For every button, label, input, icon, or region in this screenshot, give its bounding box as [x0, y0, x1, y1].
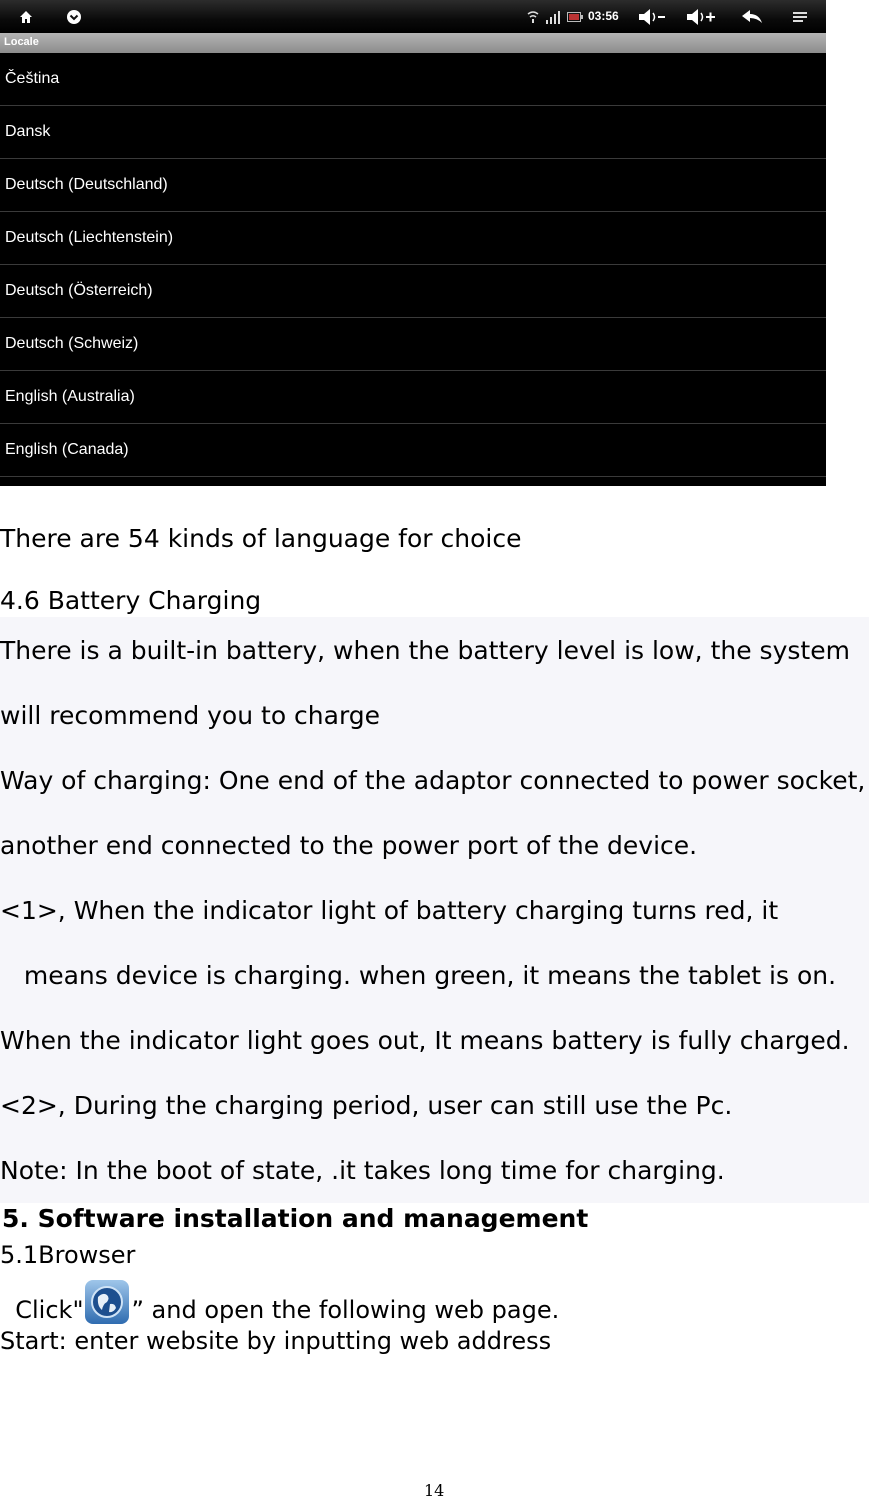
battery-paragraph-line: <1>, When the indicator light of battery charging turns red, it: [0, 896, 779, 925]
locale-item[interactable]: [0, 159, 826, 212]
signal-icon: [544, 0, 562, 33]
locale-item[interactable]: [0, 318, 826, 371]
locale-item-label: Deutsch (Deutschland): [5, 176, 168, 193]
locale-item[interactable]: [0, 53, 826, 106]
battery-paragraph-line: another end connected to the power port of the device.: [0, 831, 698, 860]
locale-item[interactable]: [0, 424, 826, 477]
locale-screenshot: [0, 0, 826, 486]
battery-paragraph-line: will recommend you to charge: [0, 701, 381, 730]
click-prefix: Click": [0, 1296, 84, 1324]
click-suffix: ” and open the following web page.: [131, 1296, 560, 1324]
battery-paragraph-line: There is a built-in battery, when the battery level is low, the system: [0, 636, 850, 665]
section-heading-4-6: 4.6 Battery Charging: [0, 586, 262, 615]
battery-paragraph-line: When the indicator light goes out, It means battery is fully charged.: [0, 1026, 850, 1055]
page-number: 14: [424, 1481, 445, 1500]
start-instruction: Start: enter website by inputting web address: [0, 1327, 552, 1355]
home-icon[interactable]: [16, 0, 36, 33]
wifi-icon: [526, 0, 540, 33]
locale-item-label: Deutsch (Österreich): [5, 282, 153, 299]
section-heading-5: 5. Software installation and management: [2, 1204, 589, 1233]
battery-icon: [566, 0, 584, 33]
battery-paragraph-line: Note: In the boot of state, .it takes long time for charging.: [0, 1156, 725, 1185]
back-icon[interactable]: [740, 0, 764, 33]
browser-instruction: [0, 1280, 559, 1324]
battery-paragraph-line: Way of charging: One end of the adaptor connected to power socket,: [0, 766, 866, 795]
volume-up-icon[interactable]: [684, 0, 718, 33]
browser-globe-icon: [85, 1280, 129, 1324]
status-time: 03:56: [588, 9, 619, 23]
language-caption: There are 54 kinds of language for choice: [0, 524, 522, 553]
locale-item[interactable]: [0, 265, 826, 318]
locale-item-label: Dansk: [5, 123, 51, 140]
locale-item[interactable]: [0, 371, 826, 424]
menu-icon[interactable]: [790, 0, 810, 33]
locale-list: [0, 53, 826, 477]
status-bar: [0, 0, 826, 33]
section-heading-5-1: 5.1Browser: [0, 1241, 136, 1269]
battery-paragraph-line: means device is charging. when green, it means the tablet is on.: [0, 961, 837, 990]
battery-paragraph-line: <2>, During the charging period, user can still use the Pc.: [0, 1091, 733, 1120]
locale-item-label: Čeština: [5, 70, 60, 87]
dropdown-icon[interactable]: [64, 0, 84, 33]
volume-down-icon[interactable]: [636, 0, 668, 33]
locale-item[interactable]: [0, 106, 826, 159]
locale-item-label: English (Australia): [5, 388, 135, 405]
locale-item-label: English (Canada): [5, 441, 129, 458]
locale-item-label: Deutsch (Liechtenstein): [5, 229, 174, 246]
locale-title-bar: [0, 33, 826, 53]
locale-item[interactable]: [0, 212, 826, 265]
locale-item-label: Deutsch (Schweiz): [5, 335, 139, 352]
locale-title: Locale: [4, 36, 39, 48]
